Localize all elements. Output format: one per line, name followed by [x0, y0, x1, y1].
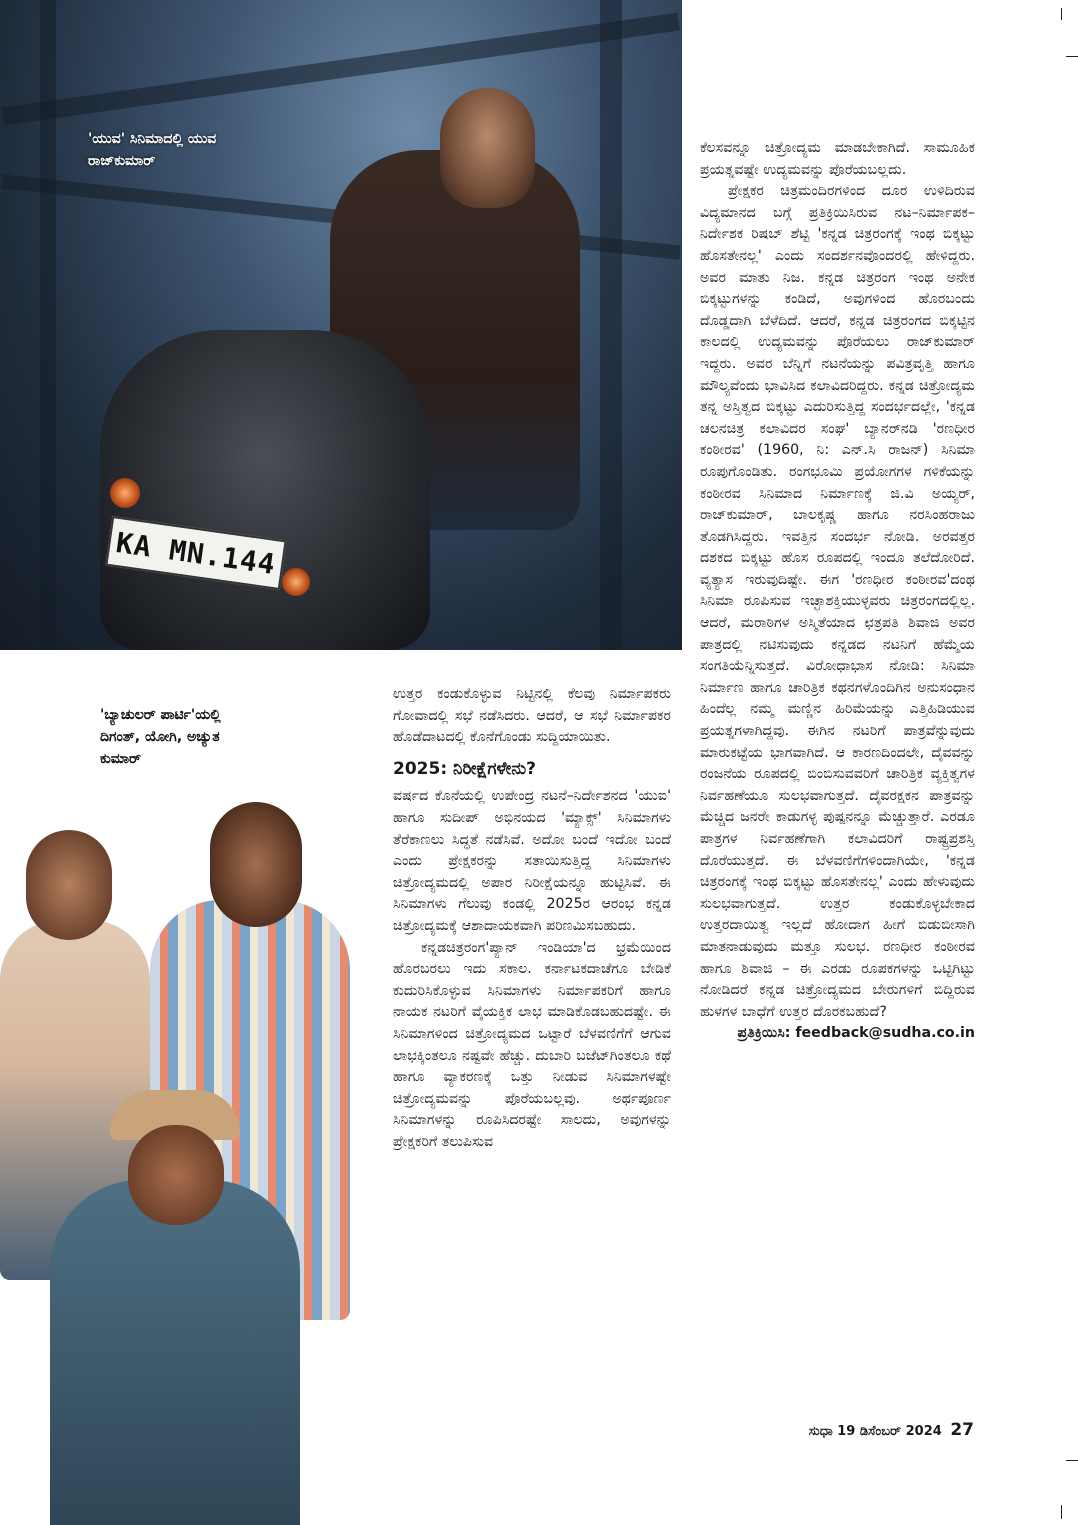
- person-left-head: [26, 830, 112, 940]
- top-photo-caption: 'ಯುವ' ಸಿನಿಮಾದಲ್ಲಿ ಯುವ ರಾಜ್‌ಕುಮಾರ್: [88, 131, 217, 169]
- article-paragraph: ಕೆಲಸವನ್ನೂ ಚಿತ್ರೋದ್ಯಮ ಮಾಡಬೇಕಾಗಿದೆ. ಸಾಮೂಹಿಕ ಪ್ರಯತ್ನವಷ್ಟೇ ಉದ್ಯಮವನ್ನು ಪೊರೆಯಬಲ್ಲದು.: [700, 140, 975, 178]
- article-paragraph: ಪ್ರೇಕ್ಷಕರ ಚಿತ್ರಮಂದಿರಗಳಿಂದ ದೂರ ಉಳಿದಿರುವ ವಿದ್ಯಮಾನದ ಬಗ್ಗೆ ಪ್ರತಿಕ್ರಿಯಿಸಿರುವ ನಟ–ನಿರ್ಮಾಪಕ–ನಿರ್ದೇಶಕ ರಿಷಬ್ ಶೆಟ್ಟಿ 'ಕನ್ನಡ ಚಿತ್ರರಂಗಕ್ಕೆ ಇಂಥ ಬಿಕ್ಕಟ್ಟು ಹೊಸತೇನಲ್ಲ' ಎಂದು ಸಂದರ್ಶನವೊಂದರಲ್ಲಿ ಹೇಳಿದ್ದರು. ಅವರ ಮಾತು ನಿಜ. ಕನ್ನಡ ಚಿತ್ರರಂಗ ಇಂಥ ಅನೇಕ ಬಿಕ್ಕಟ್ಟುಗಳನ್ನು ಕಂಡಿದೆ, ಅವುಗಳಿಂದ ಹೊರಬಂದು ದೊಡ್ಡದಾಗಿ ಬೆಳೆದಿದೆ. ಆದರೆ, ಕನ್ನಡ ಚಿತ್ರರಂಗದ ಬಿಕ್ಕಟ್ಟಿನ ಕಾಲದಲ್ಲಿ ಉದ್ಯಮವನ್ನು ಪೊರೆಯಲು ರಾಜ್‌ಕುಮಾರ್ ಇದ್ದರು. ಅವರ ಬೆನ್ನಿಗೆ ನಟನೆಯನ್ನು ಪವಿತ್ರವೃತ್ತಿ ಹಾಗೂ ಮೌಲ್ಯವೆಂದು ಭಾವಿಸಿದ ಕಲಾವಿದರಿದ್ದರು. ಕನ್ನಡ ಚಿತ್ರೋದ್ಯಮ ತನ್ನ ಅಸ್ತಿತ್ವದ ಬಿಕ್ಕಟ್ಟು ಎದುರಿಸುತ್ತಿದ್ದ ಸಂದರ್ಭದಲ್ಲೇ, 'ಕನ್ನಡ ಚಲನಚಿತ್ರ ಕಲಾವಿದರ ಸಂಘ' ಬ್ಯಾನರ್‌ನಡಿ 'ರಣಧೀರ ಕಂಠೀರವ' (1960, ನಿ: ಎನ್.ಸಿ ರಾಜನ್) ಸಿನಿಮಾ ರೂಪುಗೊಂಡಿತು. ರಂಗಭೂಮಿ ಪ್ರಯೋಗಗಳ ಗಳಿಕೆಯನ್ನು ಕಂಠೀರವ ಸಿನಿಮಾದ ನಿರ್ಮಾಣಕ್ಕೆ ಜಿ.ವಿ ಅಯ್ಯರ್, ರಾಜ್‌ಕುಮಾರ್, ಬಾಲಕೃಷ್ಣ ಹಾಗೂ ನರಸಿಂಹರಾಜು ತೊಡಗಿಸಿದ್ದರು. ಇವತ್ತಿನ ಸಂದರ್ಭ ನೋಡಿ. ಅರವತ್ತರ ದಶಕದ ಬಿಕ್ಕಟ್ಟು ಹೊಸ ರೂಪದಲ್ಲಿ ಇಂದೂ ತಲೆದೋರಿದೆ. ವ್ಯತ್ಯಾಸ ಇರುವುದಿಷ್ಟೇ. ಈಗ 'ರಣಧೀರ ಕಂಠೀರವ'ದಂಥ ಸಿನಿಮಾ ರೂಪಿಸುವ ಇಚ್ಛಾಶಕ್ತಿಯುಳ್ಳವರು ಚಿತ್ರರಂಗದಲ್ಲಿಲ್ಲ. ಆದರೆ, ಮರಾಠಿಗಳ ಅಸ್ಮಿತೆಯಾದ ಛತ್ರಪತಿ ಶಿವಾಜಿ ಅವರ ಪಾತ್ರದಲ್ಲಿ ನಟಿಸುವುದು ಕನ್ನಡದ ನಟನಿಗೆ ಹೆಮ್ಮೆಯ ಸಂಗತಿಯೆನ್ನಿಸುತ್ತದೆ. ವಿರೋಧಾಭಾಸ ನೋಡಿ: ಸಿನಿಮಾ ನಿರ್ಮಾಣ ಹಾಗೂ ಚಾರಿತ್ರಿಕ ಕಥನಗಳೊಂದಿಗಿನ ಅನುಸಂಧಾನ ಹಿಂದೆಲ್ಲ ನಮ್ಮ ಮಣ್ಣಿನ ಹಿರಿಮೆಯನ್ನು ಎತ್ತಿಹಿಡಿಯುವ ಪ್ರಯತ್ನಗಳಾಗಿದ್ದವು. ಈಗಿನ ನಟರಿಗೆ ಪಾತ್ರವೆನ್ನುವುದು ಮಾರುಕಟ್ಟೆಯ ಭಾಗವಾಗಿದೆ. ಆ ಕಾರಣದಿಂದಲೇ, ದೈವವನ್ನು ರಂಜನೆಯ ರೂಪದಲ್ಲಿ ಬಿಂಬಿಸುವವರಿಗೆ ಚಾರಿತ್ರಿಕ ವ್ಯಕ್ತಿತ್ವಗಳ ನಿರ್ವಹಣೆಯೂ ಸುಲಭವಾಗುತ್ತದೆ. ದೈವರಕ್ಷಕನ ಪಾತ್ರವನ್ನು ಮೆಚ್ಚಿದ ಜನರೇ ಕಾಡುಗಳ್ಳ ಪುಷ್ಪನನ್ನೂ ಮೆಚ್ಚುತ್ತಾರೆ. ಎರಡೂ ಪಾತ್ರಗಳ ನಿರ್ವಹಣೆಗಾಗಿ ಕಲಾವಿದರಿಗೆ ರಾಷ್ಟ್ರಪ್ರಶಸ್ತಿ ದೊರೆಯುತ್ತದೆ. ಈ ಬೆಳವಣಿಗೆಗಳಿಂದಾಗಿಯೇ, 'ಕನ್ನಡ ಚಿತ್ರರಂಗಕ್ಕೆ ಇಂಥ ಬಿಕ್ಕಟ್ಟು ಹೊಸತೇನಲ್ಲ' ಎಂದು ಹೇಳುವುದು ಸುಲಭವಾಗುತ್ತದೆ. ಉತ್ತರ ಕಂಡುಕೊಳ್ಳಬೇಕಾದ ಉತ್ತರದಾಯಿತ್ವ ಇಲ್ಲದೆ ಹೋದಾಗ ಹೀಗೆ ಬಿಡುಬೀಸಾಗಿ ಮಾತನಾಡುವುದು ಮತ್ತೂ ಸುಲಭ. ರಣಧೀರ ಕಂಠೀರವ ಹಾಗೂ ಶಿವಾಜಿ – ಈ ಎರಡು ರೂಪಕಗಳನ್ನು ಒಟ್ಟಿಗಿಟ್ಟು ನೋಡಿದರೆ ಕನ್ನಡ ಚಿತ್ರೋದ್ಯಮದ ಬೇರುಗಳಿಗೆ ಬಿದ್ದಿರುವ ಹುಳಗಳ ಬಾಧೆಗೆ ಉತ್ತರ ದೊರಕಬಹುದೆ?: [700, 183, 975, 1020]
- girder: [600, 0, 622, 650]
- rider-head: [440, 88, 535, 208]
- person-front: [50, 1180, 300, 1525]
- crop-mark: [1061, 1505, 1062, 1519]
- top-photo: [0, 0, 682, 650]
- feedback-line: ಪ್ರತಿಕ್ರಿಯಿಸಿ: feedback@sudha.co.in: [737, 1025, 975, 1042]
- footer-label: ಸುಧಾ 19 ಡಿಸೆಂಬರ್ 2024: [808, 1424, 942, 1439]
- girder: [40, 0, 56, 650]
- article-paragraph: ಉತ್ತರ ಕಂಡುಕೊಳ್ಳುವ ನಿಟ್ಟಿನಲ್ಲಿ ಕೆಲವು ನಿರ್ಮಾಪಕರು ಗೋವಾದಲ್ಲಿ ಸಭೆ ನಡೆಸಿದರು. ಆದರೆ, ಆ ಸಭೆ ನಿರ್ಮಾಪಕರ ಹೊಡೆದಾಟದಲ್ಲಿ ಕೊನೆಗೊಂಡು ಸುದ್ದಿಯಾಯಿತು.: [393, 686, 671, 746]
- motorcycle: [100, 330, 430, 650]
- article-paragraph: ಕನ್ನಡಚಿತ್ರರಂಗ'ಪ್ಯಾನ್ ಇಂಡಿಯಾ'ದ ಭ್ರಮೆಯಿಂದ ಹೊರಬರಲು ಇದು ಸಕಾಲ. ಕರ್ನಾಟಕದಾಚೆಗೂ ಬೇಡಿಕೆ ಕುದುರಿಸಿಕೊಳ್ಳುವ ಸಿನಿಮಾಗಳು ನಿರ್ಮಾಪಕರಿಗೆ ಹಾಗೂ ನಾಯಕ ನಟರಿಗೆ ವೈಯಕ್ತಿಕ ಲಾಭ ಮಾಡಿಕೊಡಬಹುದಷ್ಟೇ. ಈ ಸಿನಿಮಾಗಳಿಂದ ಚಿತ್ರೋದ್ಯಮದ ಒಟ್ಟಾರೆ ಬೆಳವಣಿಗೆಗೆ ಆಗುವ ಲಾಭಕ್ಕಿಂತಲೂ ನಷ್ಟವೇ ಹೆಚ್ಚು. ದುಬಾರಿ ಬಜೆಟ್‌ಗಿಂತಲೂ ಕಥೆ ಹಾಗೂ ವ್ಯಾಕರಣಕ್ಕೆ ಒತ್ತು ನೀಡುವ ಸಿನಿಮಾಗಳಷ್ಟೇ ಚಿತ್ರೋದ್ಯಮವನ್ನು ಪೊರೆಯಬಲ್ಲವು. ಅರ್ಥಪೂರ್ಣ ಸಿನಿಮಾಗಳನ್ನು ರೂಪಿಸಿದರಷ್ಟೇ ಸಾಲದು, ಅವುಗಳನ್ನು ಪ್ರೇಕ್ಷಕರಿಗೆ ತಲುಪಿಸುವ: [393, 939, 671, 1150]
- bottom-photo: [0, 800, 385, 1525]
- number-plate: KA MN.144: [105, 516, 286, 590]
- page-footer: [809, 1420, 974, 1440]
- crop-mark: [1061, 8, 1062, 20]
- girder: [2, 13, 680, 126]
- bike-indicator: [282, 568, 310, 596]
- section-heading: 2025: ನಿರೀಕ್ಷೆಗಳೇನು?: [393, 758, 537, 779]
- bike-headlamp: [110, 478, 140, 508]
- middle-column: [393, 684, 671, 1153]
- right-column: [700, 138, 975, 1045]
- page-number: 27: [950, 1420, 974, 1440]
- crop-mark: [1066, 56, 1078, 57]
- article-paragraph: ವರ್ಷದ ಕೊನೆಯಲ್ಲಿ ಉಪೇಂದ್ರ ನಟನೆ–ನಿರ್ದೇಶನದ 'ಯುಐ' ಹಾಗೂ ಸುದೀಪ್ ಅಭಿನಯದ 'ಮ್ಯಾಕ್ಸ್' ಸಿನಿಮಾಗಳು ತೆರೆಕಾಣಲು ಸಿದ್ಧತೆ ನಡೆಸಿವೆ. ಅದೋ ಬಂದೆ ಇದೋ ಬಂದೆ ಎಂದು ಪ್ರೇಕ್ಷಕರನ್ನು ಸತಾಯಿಸುತ್ತಿದ್ದ ಸಿನಿಮಾಗಳು ಚಿತ್ರೋದ್ಯಮದಲ್ಲಿ ಅಪಾರ ನಿರೀಕ್ಷೆಯನ್ನೂ ಹುಟ್ಟಿಸಿವೆ. ಈ ಸಿನಿಮಾಗಳು ಗೆಲುವು ಕಂಡಲ್ಲಿ 2025ರ ಆರಂಭ ಕನ್ನಡ ಚಿತ್ರೋದ್ಯಮಕ್ಕೆ ಆಶಾದಾಯಕವಾಗಿ ಪರಿಣಮಿಸಬಹುದು.: [393, 788, 671, 934]
- person-right-head: [210, 802, 302, 927]
- crop-mark: [1066, 1460, 1078, 1461]
- person-front-head: [128, 1125, 224, 1225]
- bottom-photo-caption: 'ಬ್ಯಾಚುಲರ್ ಪಾರ್ಟಿ'ಯಲ್ಲಿ ದಿಗಂತ್, ಯೋಗಿ, ಅಚ್ಯುತ ಕುಮಾರ್: [100, 707, 221, 767]
